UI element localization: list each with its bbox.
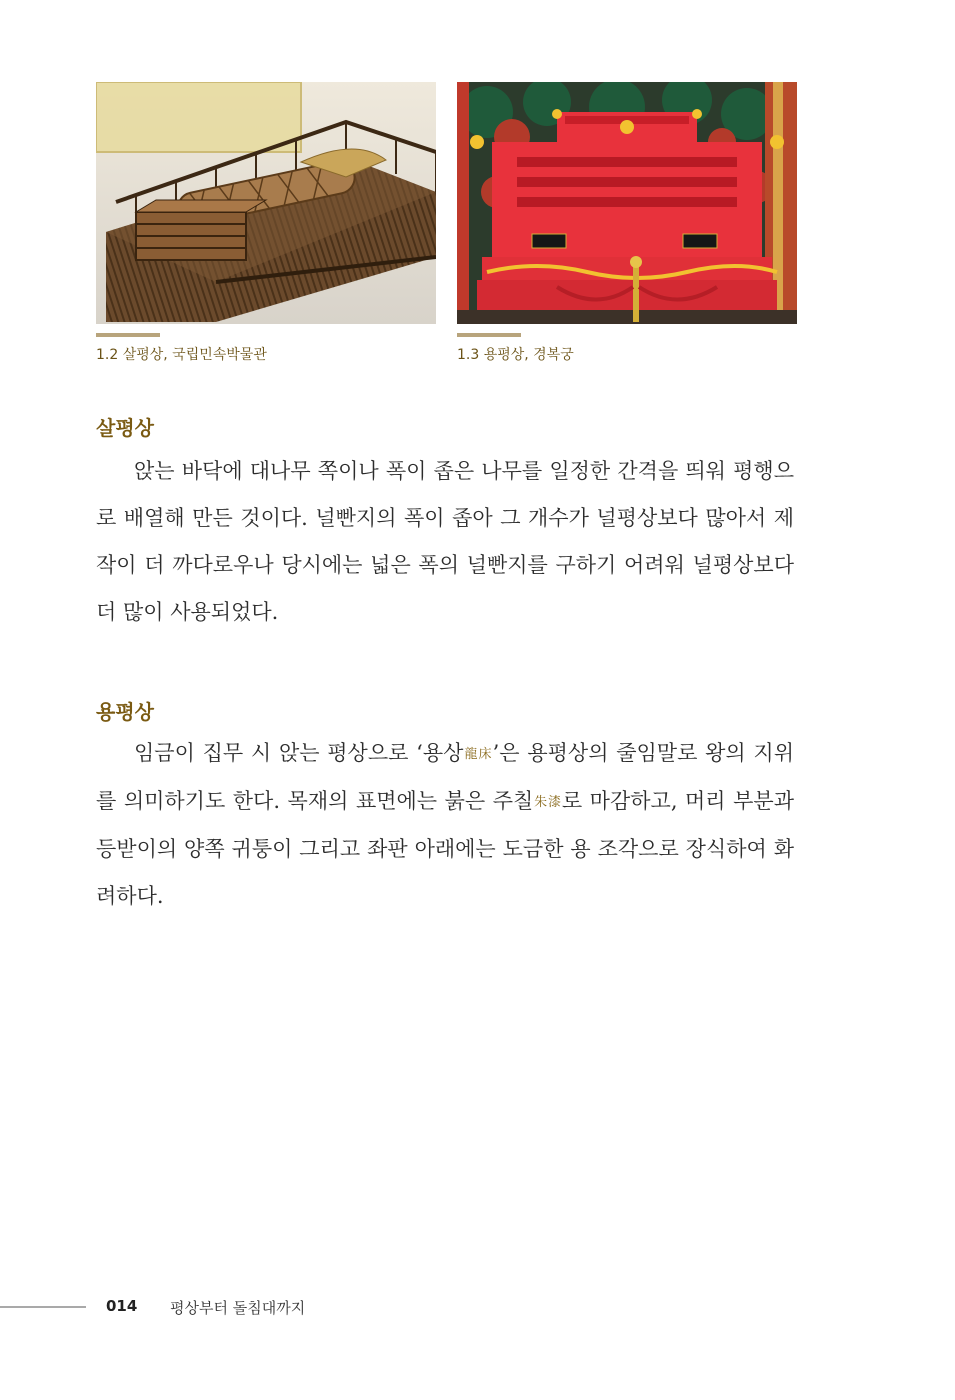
- hanja-annotation: 龍床: [463, 747, 493, 762]
- figure-yongpyeongsang-photo: [457, 82, 797, 324]
- footer-rule: [0, 1306, 86, 1308]
- red-throne-image: [457, 82, 797, 324]
- caption-rule: [457, 333, 521, 337]
- figure-caption: 1.2 살평상, 국립민속박물관: [96, 347, 267, 363]
- paragraph-text: ’은 용평상의 줄임말로 왕의 지위를 의미하기도 한다. 목재의 표면에는 붉은 주칠: [96, 741, 794, 813]
- book-title: 평상부터 돌침대까지: [170, 1299, 306, 1317]
- section-heading: 용평상: [96, 700, 154, 724]
- section-paragraph: [96, 730, 794, 920]
- caption-rule: [96, 333, 160, 337]
- bamboo-slat-bed-image: [96, 82, 436, 324]
- figure-salpyeongsang-photo: [96, 82, 436, 324]
- paragraph-text: 로 마감하고, 머리 부분과 등받이의 양쪽 귀퉁이 그리고 좌판 아래에는 도금한 용 조각으로 장식하여 화려하다.: [96, 789, 794, 908]
- page-number: 014: [106, 1297, 138, 1315]
- paragraph-text: 임금이 집무 시 앉는 평상으로 ‘용상: [134, 741, 464, 765]
- figure-caption: 1.3 용평상, 경복궁: [457, 347, 574, 363]
- section-paragraph: 앉는 바닥에 대나무 쪽이나 폭이 좁은 나무를 일정한 간격을 띄워 평행으로 배열해 만든 것이다. 널빤지의 폭이 좁아 그 개수가 널평상보다 많아서 제작이 더 까다로우나 당시에는 넓은 폭의 널빤지를 구하기 어려워 널평상보다 더 많이 사용되었다.: [96, 459, 794, 624]
- hanja-annotation: 朱漆: [533, 795, 562, 810]
- section-heading: 살평상: [96, 416, 154, 440]
